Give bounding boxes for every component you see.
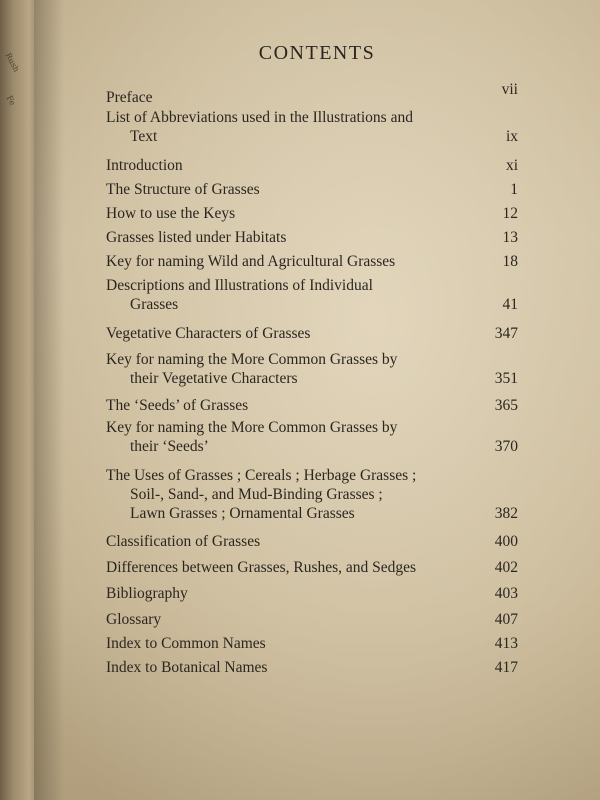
page-title: CONTENTS <box>258 42 376 64</box>
toc-entry-title: The Structure of Grasses <box>106 181 260 198</box>
toc-entry-title-continued: Lawn Grasses ; Ornamental Grasses <box>130 505 355 522</box>
toc-entry <box>106 324 518 343</box>
gutter-text: Fe <box>4 94 18 107</box>
toc-entry-title-continued: Soil-, Sand-, and Mud-Binding Grasses ; <box>130 486 383 503</box>
toc-entry-title: How to use the Keys <box>106 205 236 222</box>
toc-entry-page-number: xi <box>505 157 518 174</box>
toc-entry-title-continued: Text <box>130 128 158 145</box>
toc-entry-title: Index to Common Names <box>106 635 266 652</box>
toc-entry <box>106 584 518 603</box>
toc-entry-page-number: ix <box>505 128 518 145</box>
toc-entry-title: Grasses listed under Habitats <box>106 229 287 246</box>
toc-entry <box>106 350 518 388</box>
toc-entry-title: Preface <box>106 89 153 106</box>
contents-page <box>34 0 600 800</box>
toc-entry <box>106 396 518 415</box>
toc-entry-page-number: 347 <box>494 325 518 342</box>
toc-entry <box>106 610 518 629</box>
toc-entry-page-number: 13 <box>502 229 518 246</box>
toc-entry-title: The Uses of Grasses ; Cereals ; Herbage Grasses ; <box>106 467 417 484</box>
toc-entry <box>106 466 518 523</box>
toc-entry <box>106 108 518 146</box>
toc-entry-title-continued: Grasses <box>130 296 179 313</box>
toc-entry <box>106 81 518 107</box>
toc-entry-page-number: 403 <box>494 585 518 602</box>
toc-entry <box>106 532 518 551</box>
toc-entry <box>106 156 518 175</box>
toc-entry-page-number: 365 <box>494 397 518 414</box>
toc-entry-page-number: 417 <box>494 659 518 676</box>
toc-entry-title: List of Abbreviations used in the Illustrations and <box>106 109 413 126</box>
toc-entry <box>106 558 518 577</box>
toc-entry-page-number: 402 <box>494 559 518 576</box>
toc-entry-title: Classification of Grasses <box>106 533 261 550</box>
toc-entry <box>106 228 518 247</box>
toc-entry-page-number: 382 <box>494 505 518 522</box>
toc-entry-page-number: 370 <box>494 438 518 455</box>
toc-entry-title: Glossary <box>106 611 162 628</box>
toc-entry-page-number: 351 <box>494 370 518 387</box>
left-page-edge <box>0 0 34 800</box>
toc-entry-title: Vegetative Characters of Grasses <box>106 325 311 342</box>
toc-entry-page-number: 413 <box>494 635 518 652</box>
toc-entry-title-continued: their ‘Seeds’ <box>130 438 209 455</box>
toc-entry <box>106 204 518 223</box>
toc-entry <box>106 180 518 199</box>
toc-entry-title: Key for naming the More Common Grasses by <box>106 351 398 368</box>
toc-entry-title: Differences between Grasses, Rushes, and Sedges <box>106 559 417 576</box>
toc-entry-title: Descriptions and Illustrations of Individual <box>106 277 373 294</box>
gutter-text: Rush <box>3 51 21 74</box>
toc-entry-title: Key for naming the More Common Grasses by <box>106 419 398 436</box>
toc-entry-title: Introduction <box>106 157 183 174</box>
toc-entry-page-number: 400 <box>494 533 518 550</box>
toc-entry-page-number: 41 <box>502 296 518 313</box>
toc-entry-title: Bibliography <box>106 585 188 602</box>
toc-entry <box>106 418 518 456</box>
toc-entry-page-number: 1 <box>510 181 518 198</box>
toc-entry <box>106 252 518 271</box>
toc-entry-title: Index to Botanical Names <box>106 659 268 676</box>
toc-entry-page-number: vii <box>501 81 518 98</box>
toc-entry-page-number: 18 <box>502 253 518 270</box>
toc-entry-page-number: 407 <box>494 611 518 628</box>
toc-entry-page-number: 12 <box>502 205 518 222</box>
spine-shadow <box>34 0 64 800</box>
toc-entry-title: Key for naming Wild and Agricultural Grasses <box>106 253 396 270</box>
toc-entry <box>106 634 518 653</box>
toc-entry <box>106 658 518 677</box>
toc-entry-title: The ‘Seeds’ of Grasses <box>106 397 249 414</box>
toc-entry <box>106 276 518 314</box>
toc-entry-title-continued: their Vegetative Characters <box>130 370 298 387</box>
